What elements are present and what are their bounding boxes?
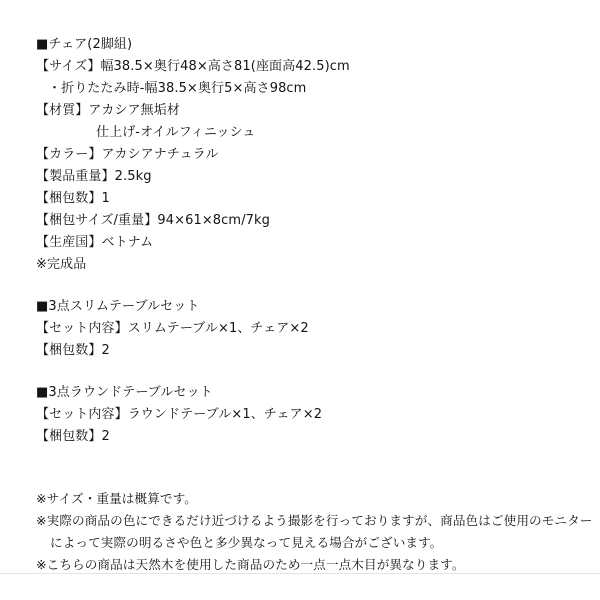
spec-line: 【生産国】ベトナム <box>36 235 154 250</box>
section-round-table-set <box>36 382 572 448</box>
page-bottom-margin <box>0 573 600 600</box>
spec-line: 【材質】アカシア無垢材 <box>36 103 180 118</box>
spec-line: ■3点スリムテーブルセット <box>36 299 200 314</box>
spec-line: 【カラー】アカシアナチュラル <box>36 147 219 162</box>
spec-line: 仕上げ‐オイルフィニッシュ <box>96 125 256 140</box>
note-line: ※サイズ・重量は概算です。 <box>36 491 197 506</box>
spacer <box>36 362 572 382</box>
spec-line: 【セット内容】ラウンドテーブル×1、チェア×2 <box>36 407 323 422</box>
page-top-margin <box>0 0 600 12</box>
note-line: ※こちらの商品は天然木を使用した商品のため一点一点木目が異なります。 <box>36 557 465 572</box>
spec-line: ■チェア(2脚組) <box>36 37 133 52</box>
spec-line: ■3点ラウンドテーブルセット <box>36 385 213 400</box>
spacer <box>36 276 572 296</box>
spec-line: ※完成品 <box>36 257 87 272</box>
note-line: によって実際の明るさや色と多少異なって見える場合がございます。 <box>50 535 443 550</box>
spec-line: 【サイズ】幅38.5×奥行48×高さ81(座面高42.5)cm <box>36 59 350 74</box>
spec-line: 【梱包数】1 <box>36 191 110 206</box>
spec-line: 【梱包数】2 <box>36 429 110 444</box>
spec-line: 【梱包数】2 <box>36 343 110 358</box>
section-slim-table-set <box>36 296 572 362</box>
spec-line: 【セット内容】スリムテーブル×1、チェア×2 <box>36 321 309 336</box>
spec-line: 【梱包サイズ/重量】94×61×8cm/7kg <box>36 213 271 228</box>
spec-line: ・折りたたみ時‐幅38.5×奥行5×高さ98cm <box>48 81 307 96</box>
spacer <box>36 448 572 468</box>
note-line: ※実際の商品の色にできるだけ近づけるよう撮影を行っておりますが、商品色はご使用のモニター <box>36 513 593 528</box>
spec-content <box>36 34 593 598</box>
spec-line: 【製品重量】2.5kg <box>36 169 152 184</box>
spacer <box>36 468 572 488</box>
section-chair-spec <box>36 34 572 276</box>
